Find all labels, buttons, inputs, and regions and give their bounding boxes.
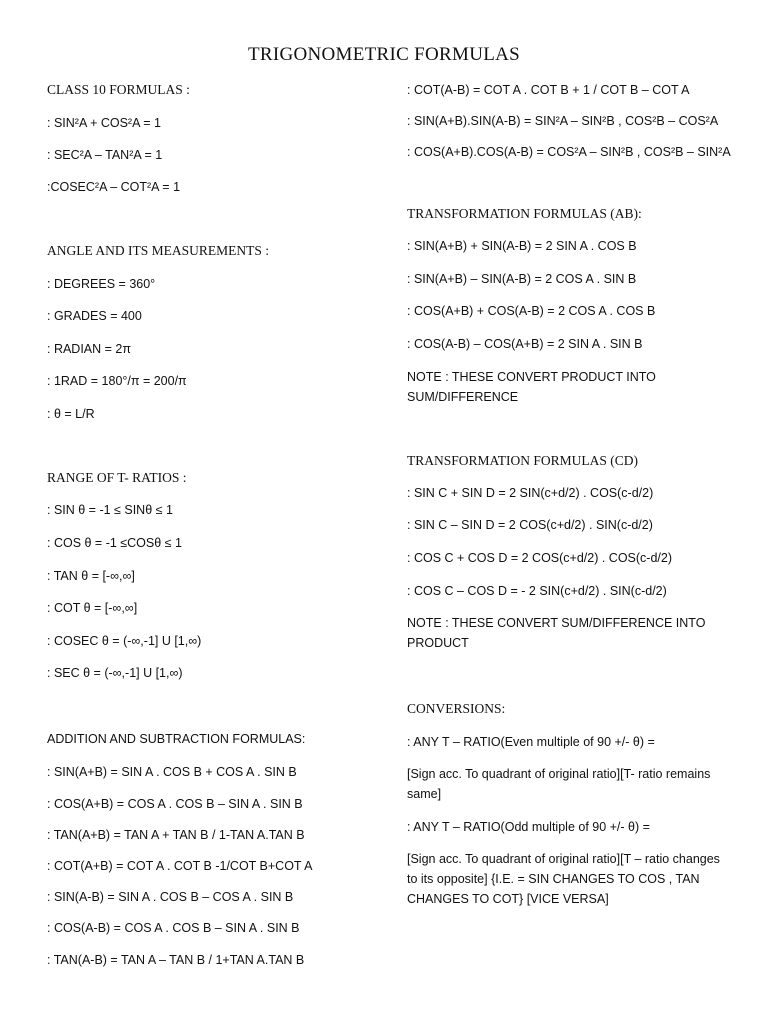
formula-line: : SIN(A+B) + SIN(A-B) = 2 SIN A . COS B: [407, 239, 637, 253]
formula-line: : SEC θ = (-∞,-1] U [1,∞): [47, 666, 183, 680]
formula-line: : ANY T – RATIO(Even multiple of 90 +/- θ) =: [407, 735, 655, 749]
formula-line: : SIN C – SIN D = 2 COS(c+d/2) . SIN(c-d/2): [407, 518, 653, 532]
formula-line: : TAN θ = [-∞,∞]: [47, 569, 135, 583]
formula-line: : SIN C + SIN D = 2 SIN(c+d/2) . COS(c-d/2): [407, 486, 654, 500]
formula-line: : SIN(A+B) = SIN A . COS B + COS A . SIN B: [47, 765, 297, 779]
formula-line: : COSEC θ = (-∞,-1] U [1,∞): [47, 634, 202, 648]
formula-line: : COS(A-B) = COS A . COS B – SIN A . SIN B: [47, 921, 300, 935]
formula-line: : TAN(A+B) = TAN A + TAN B / 1-TAN A.TAN B: [47, 828, 305, 842]
formula-line: : SIN(A+B) – SIN(A-B) = 2 COS A . SIN B: [407, 272, 637, 286]
formula-line: : COT(A+B) = COT A . COT B -1/COT B+COT A: [47, 859, 313, 873]
note-text: NOTE : THESE CONVERT SUM/DIFFERENCE INTO PRODUCT: [407, 616, 706, 650]
formula-line: : θ = L/R: [47, 407, 95, 421]
formula-line: : SIN(A-B) = SIN A . COS B – COS A . SIN B: [47, 890, 294, 904]
formula-line: : TAN(A-B) = TAN A – TAN B / 1+TAN A.TAN B: [47, 953, 305, 967]
formula-line: : COS(A-B) – COS(A+B) = 2 SIN A . SIN B: [407, 337, 643, 351]
formula-line: : SIN θ = -1 ≤ SINθ ≤ 1: [47, 503, 173, 517]
formula-line: : GRADES = 400: [47, 309, 142, 323]
page-title: TRIGONOMETRIC FORMULAS: [247, 44, 521, 65]
section-heading-transformation-cd: TRANSFORMATION FORMULAS (CD): [407, 453, 639, 468]
formula-line: : COS C – COS D = - 2 SIN(c+d/2) . SIN(c-d/2): [407, 584, 667, 598]
section-heading-range: RANGE OF T- RATIOS :: [47, 470, 187, 485]
formula-line: : COS(A+B).COS(A-B) = COS²A – SIN²B , COS²B – SIN²A: [407, 145, 731, 159]
formula-line: : 1RAD = 180°/π = 200/π: [47, 374, 187, 388]
formula-line: : COT θ = [-∞,∞]: [47, 601, 138, 615]
formula-line: : SIN²A + COS²A = 1: [47, 116, 161, 130]
conversion-text: [Sign acc. To quadrant of original ratio][T- ratio remains same]: [407, 767, 711, 801]
section-heading-addsub: ADDITION AND SUBTRACTION FORMULAS:: [47, 732, 306, 746]
formula-line: : SEC²A – TAN²A = 1: [47, 148, 163, 162]
formula-line: : COS C + COS D = 2 COS(c+d/2) . COS(c-d/2): [407, 551, 672, 565]
conversion-text: [Sign acc. To quadrant of original ratio][T – ratio changes to its opposite] {I.E. = SIN CHANGES TO COS , TAN CHANGES TO COT} [VICE VERSA]: [407, 852, 720, 906]
note-text: NOTE : THESE CONVERT PRODUCT INTO SUM/DIFFERENCE: [407, 370, 656, 404]
section-heading-angle: ANGLE AND ITS MEASUREMENTS :: [47, 243, 270, 258]
formula-line: : COS(A+B) + COS(A-B) = 2 COS A . COS B: [407, 304, 656, 318]
formula-line: : ANY T – RATIO(Odd multiple of 90 +/- θ) =: [407, 820, 650, 834]
formula-line: : COT(A-B) = COT A . COT B + 1 / COT B – COT A: [407, 83, 690, 97]
section-heading-conversions: CONVERSIONS:: [407, 701, 506, 716]
formula-line: : SIN(A+B).SIN(A-B) = SIN²A – SIN²B , COS²B – COS²A: [407, 114, 719, 128]
formula-line: : RADIAN = 2π: [47, 342, 131, 356]
section-heading-transformation-ab: TRANSFORMATION FORMULAS (AB):: [407, 206, 642, 221]
formula-line: :COSEC²A – COT²A = 1: [47, 180, 181, 194]
formula-line: : COS(A+B) = COS A . COS B – SIN A . SIN B: [47, 797, 303, 811]
section-heading-class10: CLASS 10 FORMULAS :: [47, 82, 190, 97]
formula-line: : DEGREES = 360°: [47, 277, 156, 291]
formula-line: : COS θ = -1 ≤COSθ ≤ 1: [47, 536, 182, 550]
